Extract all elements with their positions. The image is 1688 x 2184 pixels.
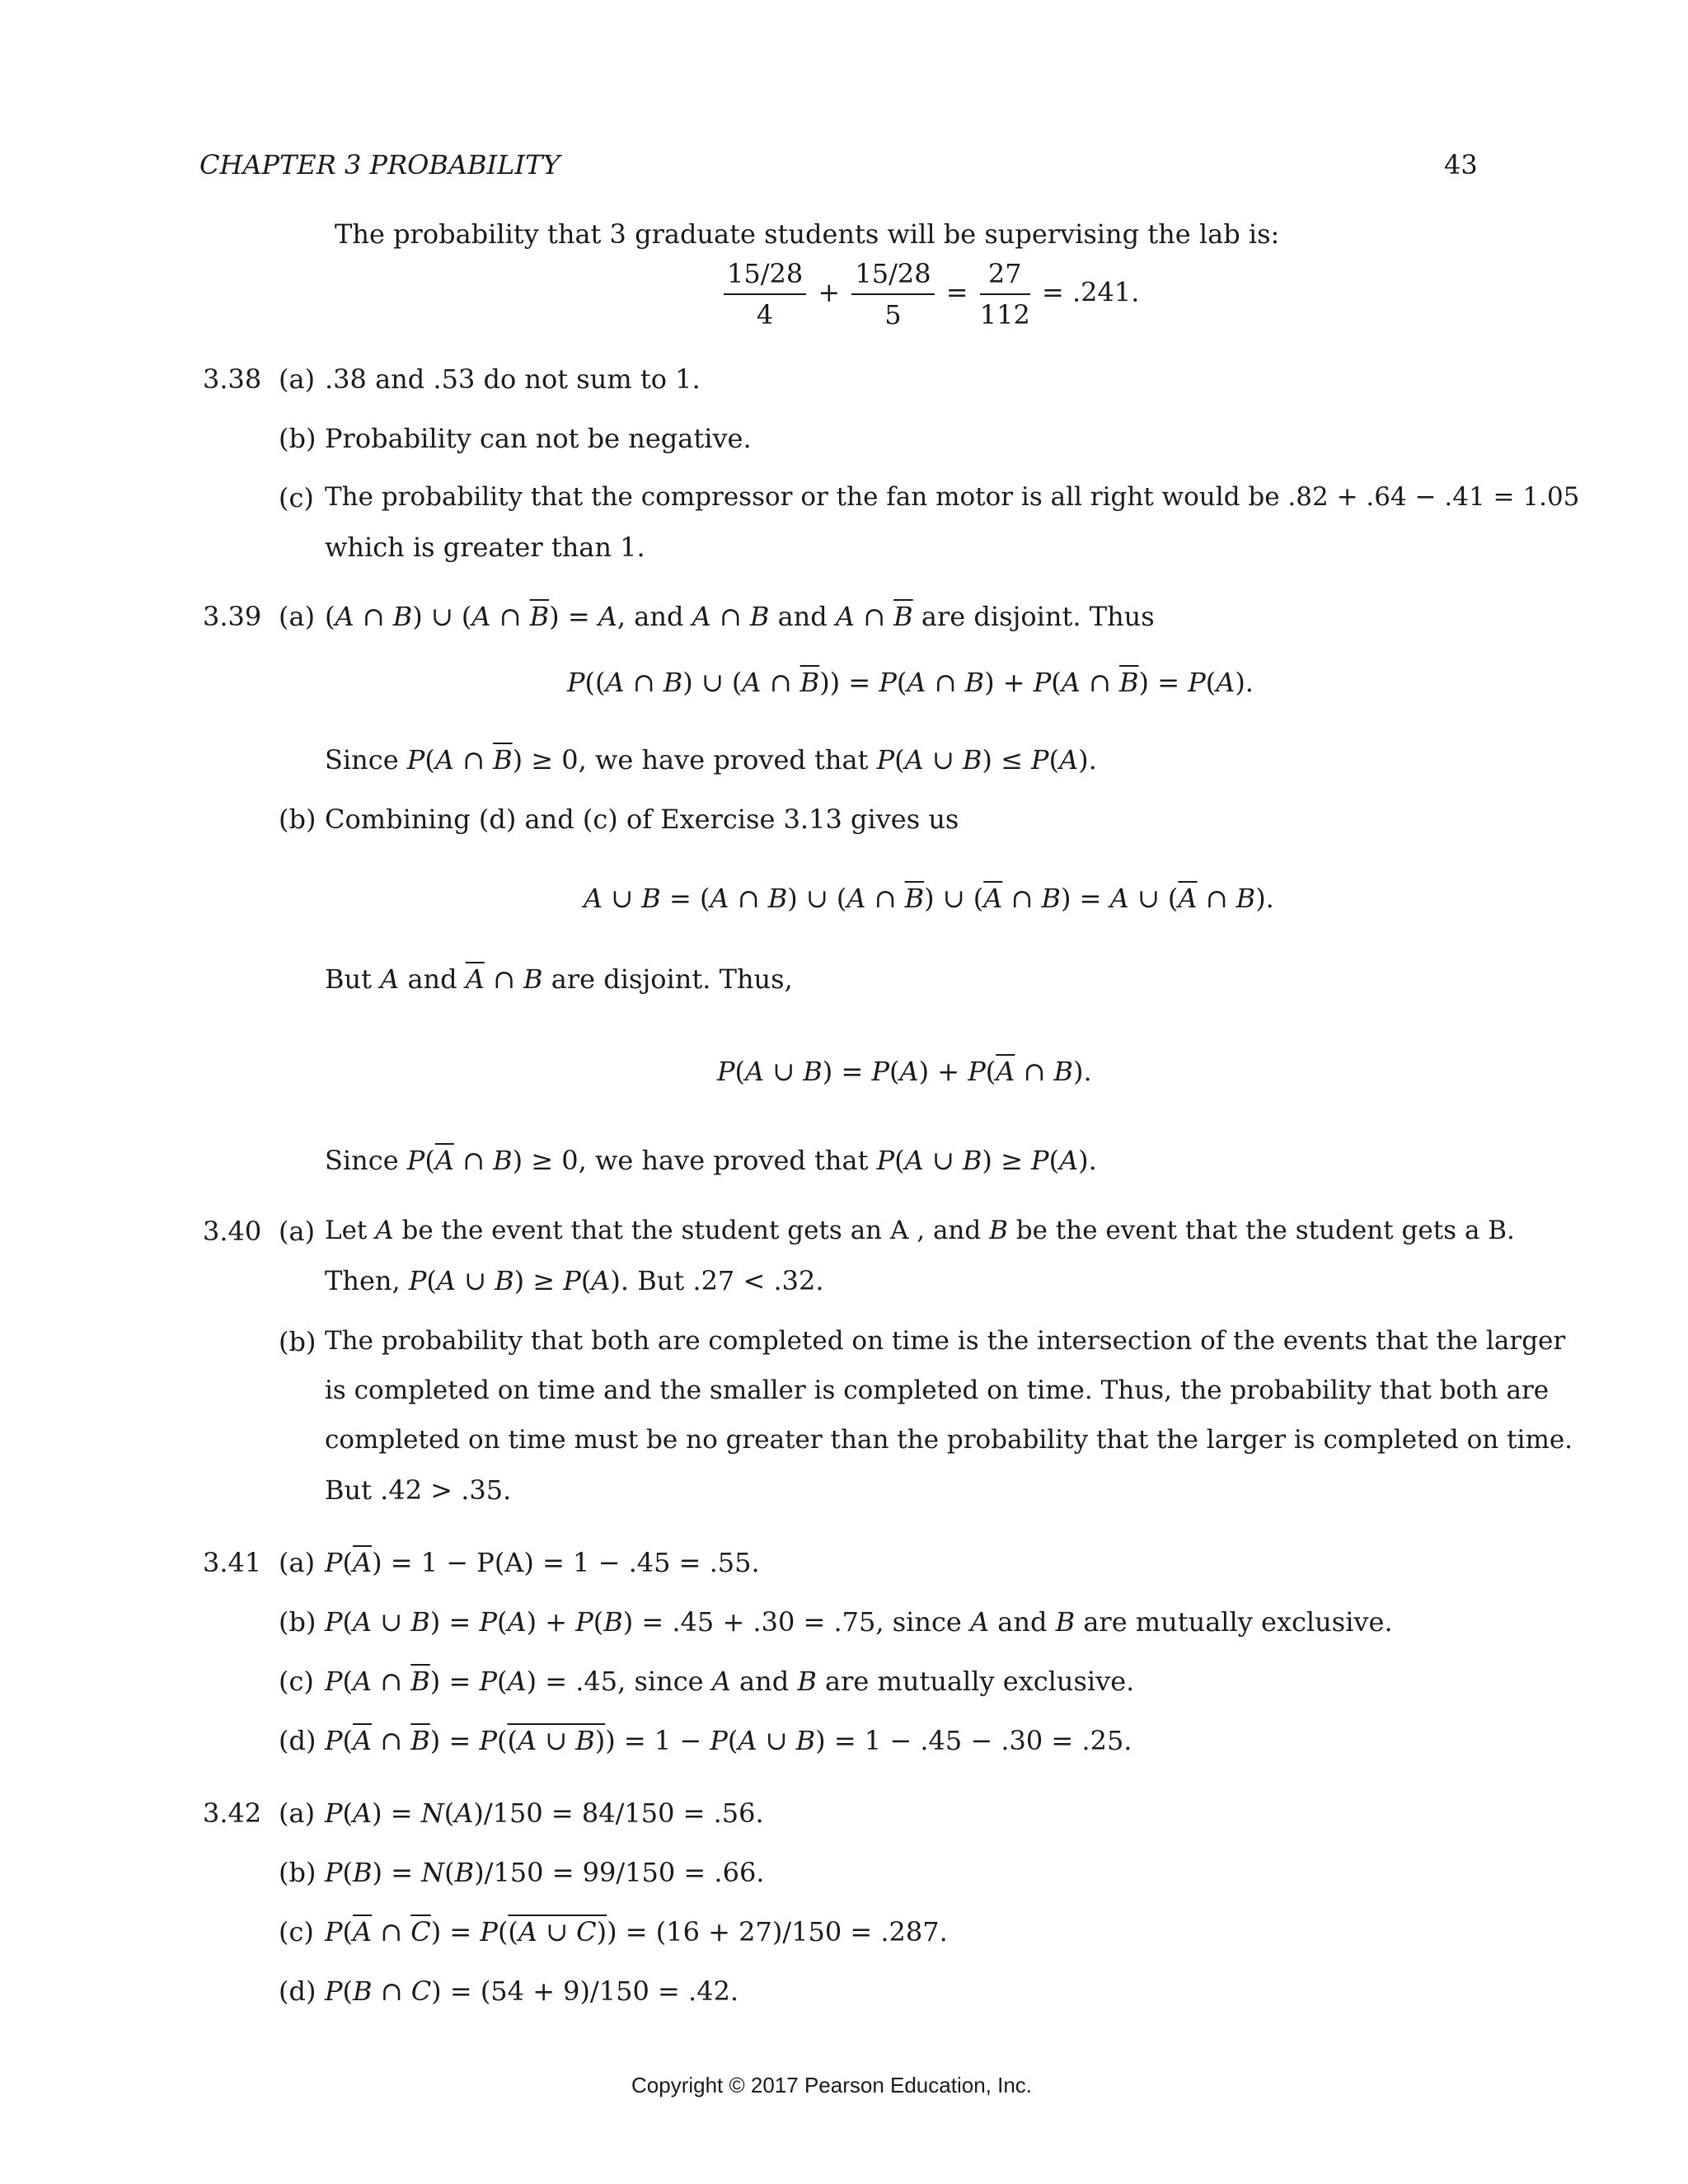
problem-number: 3.39 — [203, 601, 262, 632]
answer-text: Since P(A ∩ $\overline{B}) \ge 0$, we have proved that P(A ∪ B) ≤ P(A). — [325, 744, 1097, 776]
answer-text: Then, P(A ∪ B) ≥ P(A). But .27 < .32. — [325, 1265, 824, 1296]
running-header: CHAPTER 3 PROBABILITY — [199, 149, 560, 180]
part-label: (b) — [279, 1326, 316, 1357]
part-label: (b) — [279, 1606, 316, 1638]
fraction: $\frac{27}{112}$ — [979, 258, 1030, 330]
answer-text: P(A ∪ B) = P(A) + P(B) = .45 + .30 = .75, since A and B are mutually exclusive. — [325, 1606, 1393, 1638]
part-label: (d) — [279, 1975, 316, 2007]
part-label: (a) — [279, 1547, 316, 1578]
problem-number: 3.41 — [203, 1547, 262, 1578]
answer-text: P(A ∩ $\overline{B}) = P(A) = .45$, since A and B are mutually exclusive. — [325, 1666, 1135, 1697]
answer-text: P(B) = N(B)/150 = 99/150 = .66. — [325, 1857, 765, 1888]
fraction: $\frac{15/28}{5}$ — [851, 257, 934, 331]
answer-text: which is greater than 1. — [325, 532, 645, 563]
answer-text: completed on time must be no greater than the probability that the larger is completed on time. — [325, 1425, 1573, 1455]
part-label: (b) — [279, 804, 316, 835]
part-label: (a) — [279, 363, 316, 395]
part-label: (c) — [279, 1916, 314, 1947]
part-label: (c) — [279, 1666, 314, 1697]
answer-text: Probability can not be negative. — [325, 423, 752, 454]
answer-text: $P(\overline{A}$ ∩ $\overline{B}) = P((A$ ∪ B)) = 1 − P(A ∪ B) = 1 − .45 − .30 = .25. — [325, 1725, 1132, 1756]
answer-text: The probability that both are completed on time is the intersection of the events that the larger — [325, 1326, 1566, 1356]
copyright-footer: Copyright © 2017 Pearson Education, Inc. — [631, 2073, 1033, 2097]
answer-text: (A ∩ B) ∪ (A ∩ $\overline{B}) = A$, and A ∩ B and A ∩ $\overline{B}$ are disjoint. Thus — [325, 601, 1155, 632]
answer-text: P(A) = N(A)/150 = 84/150 = .56. — [325, 1797, 764, 1829]
part-label: (a) — [279, 1216, 316, 1247]
display-equation: P(A ∪ $B) = P(A) + P(\overline{A}$ ∩ B). — [717, 1056, 1092, 1087]
answer-text: But A and $\overline{A}$ ∩ B are disjoint. Thus, — [325, 963, 793, 995]
page-number: 43 — [1444, 149, 1478, 180]
part-label: (d) — [279, 1725, 316, 1756]
answer-text: Combining (d) and (c) of Exercise 3.13 gives us — [325, 804, 959, 835]
intro-equation: $\frac{15/28}{4}$ + $\frac{15/28}{5}$ = $\frac{27}{112}$ = .241. — [720, 257, 1139, 331]
part-label: (b) — [279, 1857, 316, 1888]
display-equation: P((A ∩ B) ∪ (A ∩ $\overline{B})) = P(A$ ∩ B) + P(A ∩ $\overline{B}) = P(A)$. — [567, 667, 1254, 698]
problem-number: 3.40 — [203, 1216, 262, 1247]
answer-text: But .42 > .35. — [325, 1474, 512, 1506]
answer-text: The probability that the compressor or the fan motor is all right would be .82 + .64 − .41 = 1.05 — [325, 482, 1580, 512]
intro-text: The probability that 3 graduate students will be supervising the lab is: — [335, 218, 1280, 250]
part-label: (b) — [279, 423, 316, 454]
answer-text: is completed on time and the smaller is completed on time. Thus, the probability that both are — [325, 1376, 1550, 1405]
problem-number: 3.42 — [203, 1797, 262, 1829]
display-equation: A ∪ B = (A ∩ B) ∪ (A ∩ $\overline{B}$) ∪ ($\overline{A}$ ∩ B) = A ∪ ($\overline{A}$ ∩ B). — [584, 883, 1274, 914]
answer-text: $P(\overline{A}) = 1 - P(A) = 1 - .45 = .55$. — [325, 1547, 760, 1578]
part-label: (c) — [279, 482, 314, 513]
answer-text: P(B ∩ C) = (54 + 9)/150 = .42. — [325, 1975, 739, 2007]
answer-text: Since $P(\overline{A}$ ∩ B) ≥ 0, we have proved that P(A ∪ B) ≥ P(A). — [325, 1145, 1097, 1176]
answer-text: Let A be the event that the student gets an A , and B be the event that the student gets a B. — [325, 1216, 1515, 1245]
part-label: (a) — [279, 1797, 316, 1829]
part-label: (a) — [279, 601, 316, 632]
problem-number: 3.38 — [203, 363, 262, 395]
answer-text: .38 and .53 do not sum to 1. — [325, 363, 701, 395]
answer-text: $P(\overline{A}$ ∩ $\overline{C}) = P((A$ ∪ C)) = (16 + 27)/150 = .287. — [325, 1916, 948, 1947]
fraction: $\frac{15/28}{4}$ — [724, 257, 806, 331]
